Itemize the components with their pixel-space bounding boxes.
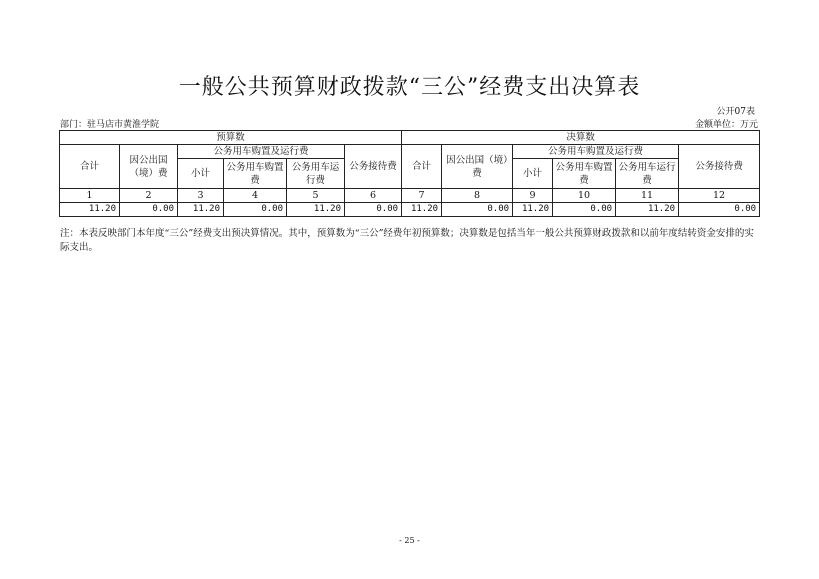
page-number: - 25 - [399, 536, 420, 545]
index-cell: 1 [60, 189, 120, 203]
header-total: 合计 [60, 145, 120, 189]
index-cell: 10 [553, 189, 616, 203]
index-cell: 12 [679, 189, 760, 203]
index-cell: 9 [513, 189, 553, 203]
value-cell: 0.00 [224, 203, 287, 217]
header-car-run: 公务用车运行费 [287, 159, 345, 189]
index-cell: 3 [178, 189, 224, 203]
table-row-index [60, 189, 760, 203]
table-row [60, 145, 760, 159]
value-cell: 0.00 [120, 203, 178, 217]
table-row-values [60, 203, 760, 217]
header-car-purchase: 公务用车购置费 [224, 159, 287, 189]
table-row [60, 131, 760, 145]
index-cell: 5 [287, 189, 345, 203]
unit-label: 金额单位：万元 [694, 120, 758, 130]
value-cell: 11.20 [178, 203, 224, 217]
value-cell: 0.00 [679, 203, 760, 217]
group-header-budget: 预算数 [60, 131, 402, 145]
table-note: 注：本表反映部门本年度“三公”经费支出预决算情况。其中，预算数为“三公”经费年初预算数；决算数是包括当年一般公共预算财政拨款和以前年度结转资金安排的实际支出。 [60, 228, 754, 253]
value-cell: 11.20 [402, 203, 442, 217]
value-cell: 11.20 [60, 203, 120, 217]
form-number: 公开07表 [716, 107, 755, 117]
header-car-purchase: 公务用车购置费 [553, 159, 616, 189]
header-car-group: 公务用车购置及运行费 [178, 145, 345, 159]
three-public-expense-table [59, 130, 760, 217]
value-cell: 0.00 [553, 203, 616, 217]
index-cell: 2 [120, 189, 178, 203]
index-cell: 7 [402, 189, 442, 203]
value-cell: 0.00 [345, 203, 402, 217]
page-title: 一般公共预算财政拨款“三公”经费支出决算表 [178, 75, 641, 100]
header-car-run: 公务用车运行费 [616, 159, 679, 189]
header-reception: 公务接待费 [679, 145, 760, 189]
value-cell: 11.20 [287, 203, 345, 217]
header-subtotal: 小计 [513, 159, 553, 189]
header-car-group: 公务用车购置及运行费 [513, 145, 679, 159]
department-label: 部门：驻马店市黄淮学院 [60, 120, 160, 130]
index-cell: 8 [442, 189, 513, 203]
index-cell: 4 [224, 189, 287, 203]
header-reception: 公务接待费 [345, 145, 402, 189]
header-total: 合计 [402, 145, 442, 189]
value-cell: 11.20 [513, 203, 553, 217]
value-cell: 11.20 [616, 203, 679, 217]
value-cell: 0.00 [442, 203, 513, 217]
header-abroad: 因公出国（境）费 [120, 145, 178, 189]
header-abroad: 因公出国（境）费 [442, 145, 513, 189]
header-subtotal: 小计 [178, 159, 224, 189]
index-cell: 11 [616, 189, 679, 203]
table-meta [60, 117, 758, 129]
index-cell: 6 [345, 189, 402, 203]
group-header-final: 决算数 [402, 131, 760, 145]
